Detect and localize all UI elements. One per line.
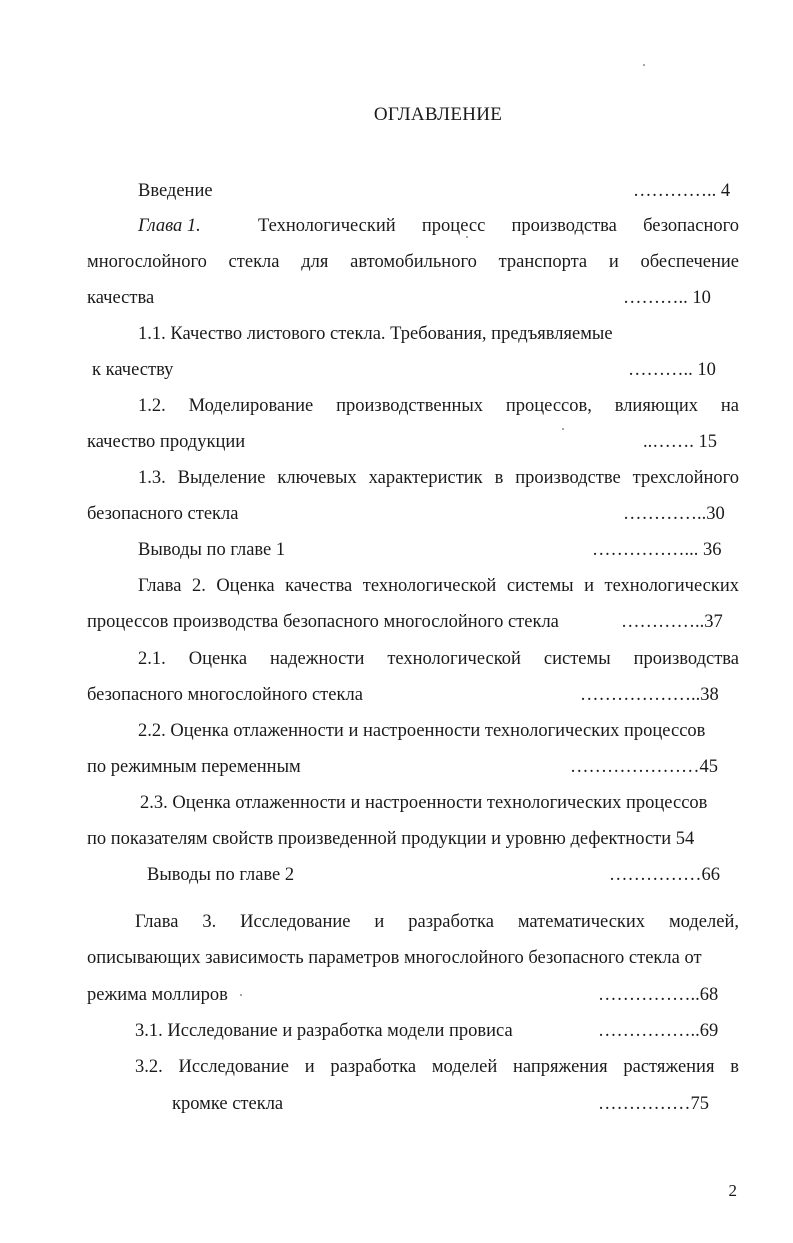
toc-ch3-line2: описывающих зависимость параметров многослойного безопасного стекла от (87, 948, 702, 968)
toc-conclusions1-label: Выводы по главе 1 (138, 540, 286, 560)
toc-s21-page: ………………..38 (580, 685, 719, 705)
toc-s11-line1: 1.1. Качество листового стекла. Требования, предъявляемые (138, 324, 613, 344)
toc-ch2-line1: Глава 2. Оценка качества технологической системы и технологических (138, 576, 739, 596)
toc-s23-line1: 2.3. Оценка отлаженности и настроенности технологических процессов (140, 793, 708, 813)
toc-s31-line1: 3.1. Исследование и разработка модели провиса (135, 1021, 513, 1041)
toc-ch1-page: ……….. 10 (623, 288, 711, 308)
toc-s12-line1: 1.2. Моделирование производственных процессов, влияющих на (138, 396, 739, 416)
scan-speck (240, 994, 242, 996)
toc-s32-line2: кромке стекла (172, 1094, 284, 1114)
toc-s22-page: …………………45 (570, 757, 718, 777)
toc-ch3-line3: режима моллиров (87, 985, 228, 1005)
toc-ch2-page: …………..37 (621, 612, 723, 632)
toc-s13-line2: безопасного стекла (87, 504, 239, 524)
scan-speck (643, 64, 645, 66)
toc-s12-page: ..……. 15 (643, 432, 717, 452)
toc-s32-line1: 3.2. Исследование и разработка моделей напряжения растяжения в (135, 1057, 739, 1077)
scan-speck (466, 236, 468, 238)
toc-ch3-page: ……………..68 (598, 985, 719, 1005)
toc-conclusions2-label: Выводы по главе 2 (147, 865, 295, 885)
toc-intro-page: ………….. 4 (633, 181, 731, 201)
toc-s11-line2: к качеству (92, 360, 174, 380)
toc-intro-label: Введение (138, 181, 213, 201)
toc-s22-line2: по режимным переменным (87, 757, 301, 777)
toc-ch2-line2: процессов производства безопасного многослойного стекла (87, 612, 559, 632)
toc-ch1-line2: многослойного стекла для автомобильного транспорта и обеспечение (87, 252, 739, 272)
toc-ch1-prefix: Глава 1. (138, 216, 201, 236)
toc-s21-line1: 2.1. Оценка надежности технологической системы производства (138, 649, 739, 669)
toc-conclusions2-page: ……………66 (609, 865, 720, 885)
scan-speck (562, 428, 564, 430)
page-number: 2 (728, 1181, 737, 1200)
toc-s13-line1: 1.3. Выделение ключевых характеристик в производстве трехслойного (138, 468, 739, 488)
toc-ch1-line1: Технологический процесс производства безопасного (258, 216, 739, 236)
toc-conclusions1-page: ……………... 36 (592, 540, 722, 560)
toc-s22-line1: 2.2. Оценка отлаженности и настроенности технологических процессов (138, 721, 706, 741)
toc-s23-line2: по показателям свойств произведенной продукции и уровню дефектности 54 (87, 829, 695, 849)
toc-s12-line2: качество продукции (87, 432, 246, 452)
page-title: ОГЛАВЛЕНИЕ (373, 104, 503, 125)
toc-ch1-line3: качества (87, 288, 155, 308)
toc-s13-page: …………..30 (623, 504, 725, 524)
toc-ch3-line1: Глава 3. Исследование и разработка математических моделей, (135, 912, 739, 932)
toc-s21-line2: безопасного многослойного стекла (87, 685, 363, 705)
toc-s11-page: ……….. 10 (628, 360, 716, 380)
toc-s32-page: ……………75 (598, 1094, 709, 1114)
toc-s31-page: ……………..69 (598, 1021, 719, 1041)
